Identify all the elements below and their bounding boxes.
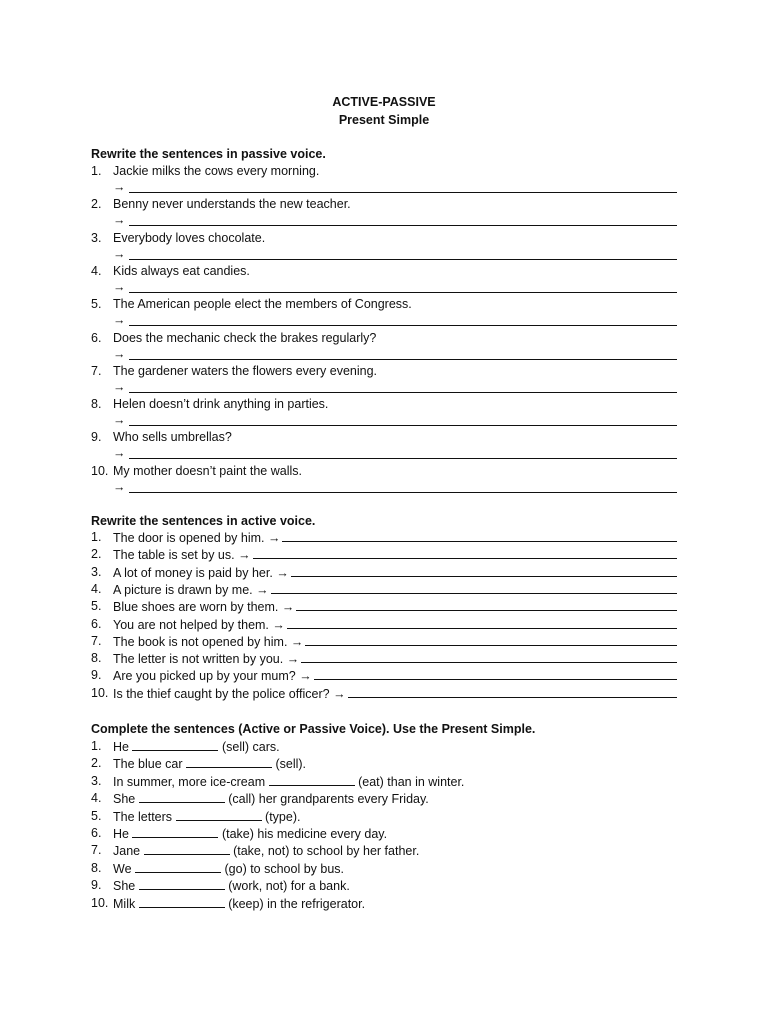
item-text: Jackie milks the cows every morning. [113,164,320,178]
answer-line[interactable] [113,479,677,495]
item-sentence: The table is set by us. [113,548,235,563]
item-text [113,685,677,702]
sentence-start: The letters [113,809,173,824]
item-number: 9. [91,878,102,893]
answer-blank[interactable] [129,425,677,426]
fill-sentence [113,860,344,877]
item-text: The gardener waters the flowers every evening. [113,363,378,378]
arrow-icon: → [299,669,312,684]
question-item [91,463,677,479]
arrow-icon: → [113,446,126,461]
fill-sentence [113,790,429,807]
arrow-icon: → [113,213,126,228]
item-sentence: You are not helped by them. [113,617,269,632]
item-number: 8. [91,651,102,666]
item-number: 6. [91,616,102,631]
fill-sentence [113,738,280,755]
item-number: 9. [91,430,102,445]
sentence-end: (eat) than in winter. [358,774,465,789]
question-item [91,196,677,212]
item-number: 5. [91,808,102,823]
item-number: 2. [91,197,102,212]
item-number: 10. [91,895,109,910]
fill-sentence [113,825,387,842]
item-sentence: Blue shoes are worn by them. [113,600,279,615]
fill-item [91,877,677,893]
arrow-icon: → [113,180,126,194]
arrow-icon: → [286,652,300,667]
item-text: Kids always eat candies. [113,263,250,278]
question-item [91,296,677,312]
item-sentence: Are you picked up by your mum? [113,669,296,684]
answer-blank[interactable] [253,546,677,559]
question-item [91,330,677,346]
answer-blank[interactable] [301,650,677,663]
arrow-icon: → [113,246,126,261]
item-sentence: The book is not opened by him. [113,634,288,649]
fill-item [91,808,677,824]
sentence-start: The blue car [113,757,183,772]
fill-item [91,860,677,876]
question-item [91,546,677,562]
item-number: 10. [91,463,109,478]
arrow-icon: → [267,531,281,545]
fill-item [91,755,677,771]
item-text [113,598,677,615]
answer-blank[interactable] [282,529,677,542]
item-number: 7. [91,633,102,648]
item-number: 7. [91,363,102,378]
question-item [91,230,677,246]
item-sentence: The letter is not written by you. [113,652,284,667]
answer-blank[interactable] [291,564,677,577]
sentence-start: He [113,827,129,841]
answer-blank[interactable] [129,392,677,393]
question-item [91,429,677,445]
sentence-end: (go) to school by bus. [224,861,345,876]
item-number: 10. [91,685,109,700]
question-item [91,363,677,379]
item-number: 8. [91,860,102,875]
sentence-end: (sell) cars. [221,740,280,754]
item-number: 4. [91,263,102,278]
question-item [91,564,677,580]
arrow-icon: → [113,413,126,428]
fill-sentence [113,755,306,772]
answer-blank[interactable] [287,616,677,629]
question-item [91,163,677,179]
answer-blank[interactable] [129,458,677,459]
sentence-start: She [113,879,136,894]
fill-blank[interactable] [144,842,230,855]
answer-blank[interactable] [129,292,677,293]
sentence-start: Jane [113,844,141,859]
fill-sentence [113,877,350,894]
item-text [113,564,677,581]
answer-blank[interactable] [348,685,677,698]
fill-item [91,842,677,858]
answer-line[interactable] [113,312,677,328]
fill-sentence [113,895,365,912]
item-number: 9. [91,668,102,683]
item-text: The American people elect the members of Congress. [113,297,412,312]
fill-blank[interactable] [269,773,355,786]
item-text: Everybody loves chocolate. [113,230,266,245]
fill-blank[interactable] [186,755,272,768]
item-sentence: Is the thief caught by the police officer? [113,686,330,701]
item-text [113,650,677,667]
sentence-end: (sell). [275,757,307,772]
item-number: 1. [91,739,102,753]
item-number: 6. [91,826,102,840]
arrow-icon: → [113,313,126,328]
arrow-icon: → [113,279,126,294]
item-text [113,546,677,563]
item-sentence: The door is opened by him. [113,531,265,545]
item-text [113,581,677,598]
answer-blank[interactable] [314,667,677,680]
fill-blank[interactable] [176,808,262,821]
answer-blank[interactable] [305,633,677,646]
arrow-icon: → [113,479,126,494]
item-number: 5. [91,297,102,312]
fill-blank[interactable] [132,738,218,751]
sentence-start: He [113,740,129,754]
item-number: 3. [91,773,102,788]
answer-blank[interactable] [129,192,677,193]
question-item [91,396,677,412]
arrow-icon: → [113,379,126,394]
item-number: 7. [91,843,102,858]
item-number: 3. [91,230,102,245]
fill-blank[interactable] [139,790,225,803]
fill-item [91,825,677,841]
worksheet-subtitle: Present Simple [338,113,430,127]
answer-line[interactable] [113,412,677,428]
sentence-start: Milk [113,896,136,911]
answer-blank[interactable] [129,359,677,360]
fill-item [91,738,677,754]
item-sentence: A picture is drawn by me. [113,582,253,597]
item-number: 1. [91,164,102,178]
answer-blank[interactable] [129,259,677,260]
item-text [113,667,677,684]
sentence-start: She [113,792,136,807]
answer-line[interactable] [113,246,677,262]
item-number: 6. [91,330,102,345]
question-item [91,650,677,666]
section-heading: Complete the sentences (Active or Passive Voice). Use the Present Simple. [91,722,536,736]
fill-blank[interactable] [132,825,218,838]
question-item [91,633,677,649]
fill-blank[interactable] [139,895,225,908]
arrow-icon: → [290,634,304,649]
sentence-end: (take, not) to school by her father. [233,844,420,859]
item-sentence: A lot of money is paid by her. [113,565,273,580]
item-text: My mother doesn’t paint the walls. [113,463,302,478]
answer-line[interactable] [113,445,677,461]
question-item [91,598,677,614]
question-item [91,581,677,597]
section-heading: Rewrite the sentences in active voice. [91,514,316,528]
arrow-icon: → [281,600,295,615]
worksheet-title: ACTIVE-PASSIVE [332,95,436,109]
question-item [91,667,677,683]
answer-line[interactable] [113,379,677,395]
answer-blank[interactable] [271,581,677,594]
arrow-icon: → [276,565,289,580]
fill-blank[interactable] [139,877,225,890]
item-text [113,616,677,633]
item-text: Helen doesn’t drink anything in parties. [113,397,329,412]
section-heading: Rewrite the sentences in passive voice. [91,147,326,161]
item-number: 8. [91,397,102,412]
answer-blank[interactable] [129,225,677,226]
answer-blank[interactable] [129,492,677,493]
item-number: 2. [91,756,102,771]
arrow-icon: → [333,686,346,701]
question-item [91,529,677,545]
fill-sentence [113,808,300,825]
sentence-end: (call) her grandparents every Friday. [228,792,429,807]
arrow-icon: → [272,617,285,632]
fill-item [91,895,677,911]
answer-blank[interactable] [129,325,677,326]
fill-sentence [113,842,419,859]
arrow-icon: → [113,346,126,361]
sentence-end: (keep) in the refrigerator. [228,896,366,911]
item-text: Benny never understands the new teacher. [113,197,351,212]
item-number: 4. [91,791,102,806]
answer-line[interactable] [113,212,677,228]
item-text [113,633,677,650]
sentence-end: (work, not) for a bank. [228,879,350,894]
fill-item [91,790,677,806]
sentence-end: (take) his medicine every day. [221,827,388,841]
item-text: Who sells umbrellas? [113,430,232,445]
item-text [113,529,677,546]
sentence-start: In summer, more ice-cream [113,774,266,789]
item-number: 4. [91,581,102,596]
item-number: 1. [91,530,102,544]
arrow-icon: → [256,582,269,597]
item-text: Does the mechanic check the brakes regularly? [113,330,377,345]
item-number: 5. [91,599,102,614]
arrow-icon: → [238,548,251,563]
question-item [91,263,677,279]
sentence-start: We [113,861,132,876]
item-number: 2. [91,547,102,562]
sentence-end: (type). [265,809,301,824]
answer-line[interactable] [113,279,677,295]
question-item [91,616,677,632]
fill-item [91,773,677,789]
item-number: 3. [91,564,102,579]
answer-line[interactable] [113,179,677,195]
answer-line[interactable] [113,346,677,362]
fill-blank[interactable] [135,860,221,873]
question-item [91,685,677,701]
fill-sentence [113,773,464,790]
answer-blank[interactable] [296,598,677,611]
